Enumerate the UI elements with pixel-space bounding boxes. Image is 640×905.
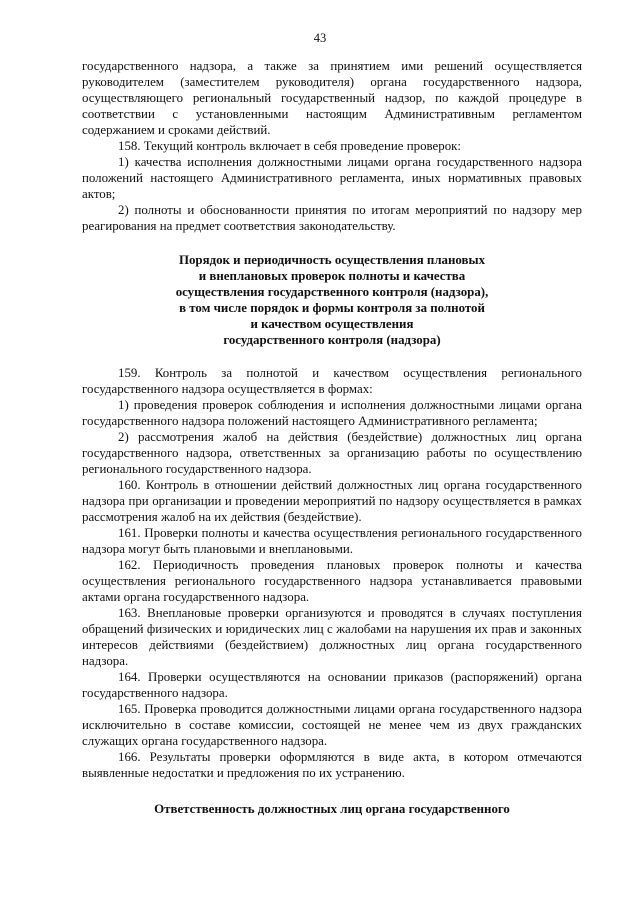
page-number: 43 — [313, 31, 327, 45]
heading-line: и внеплановых проверок полноты и качества — [198, 269, 466, 283]
paragraph-166: 166. Результаты проверки оформляются в виде акта, в котором отмечаются выявленные недостатки и предложения по их устранению. — [82, 750, 582, 780]
heading-line: Порядок и периодичность осуществления плановых — [178, 253, 486, 267]
paragraph-160: 160. Контроль в отношении действий должностных лиц органа государственного надзора при организации и проведении мероприятий по надзору осуществляется в рамках рассмотрения жалоб на их действия (бездействие). — [82, 478, 582, 524]
heading-line: осуществления государственного контроля (надзора), — [175, 285, 489, 299]
document-body — [82, 58, 582, 817]
paragraph-161: 161. Проверки полноты и качества осуществления регионального государственного надзора могут быть плановыми и внеплановыми. — [82, 526, 582, 556]
heading-line: государственного контроля (надзора) — [223, 333, 441, 347]
paragraph-159: 159. Контроль за полнотой и качеством осуществления регионального государственного надзора осуществляется в формах: — [82, 366, 582, 396]
paragraph-164: 164. Проверки осуществляются на основании приказов (распоряжений) органа государственного надзора. — [82, 670, 582, 700]
paragraph-158-item-1: 1) качества исполнения должностными лицами органа государственного надзора положений настоящего Административного регламента, иных нормативных правовых актов; — [82, 155, 582, 201]
section-heading-responsibility: Ответственность должностных лиц органа государственного — [154, 802, 510, 816]
paragraph-162: 162. Периодичность проведения плановых проверок полноты и качества осуществления регионального государственного надзора устанавливается правовыми актами органа государственного надзора. — [82, 558, 582, 604]
paragraph-159-item-1: 1) проведения проверок соблюдения и исполнения должностными лицами органа государственного надзора положений настоящего Административного регламента; — [82, 398, 582, 428]
intro-paragraph: государственного надзора, а также за принятием ими решений осуществляется руководителем (заместителем руководителя) органа государственного надзора, осуществляющего региональный государственный надзор, по каждой процедуре в соответствии с установленными настоящим Административным регламентом содержанием и сроками действий. — [82, 59, 582, 137]
paragraph-158: 158. Текущий контроль включает в себя проведение проверок: — [118, 139, 461, 153]
heading-line: и качеством осуществления — [250, 317, 414, 331]
paragraph-163: 163. Внеплановые проверки организуются и проводятся в случаях поступления обращений физических и юридических лиц с жалобами на нарушения их прав и законных интересов действиями (бездействием) должностных лиц органа государственного надзора. — [82, 606, 582, 668]
paragraph-159-item-2: 2) рассмотрения жалоб на действия (бездействие) должностных лиц органа государственного надзора, ответственных за организацию работы по осуществлению регионального государственного надзора. — [82, 430, 582, 476]
paragraph-158-item-2: 2) полноты и обоснованности принятия по итогам мероприятий по надзору мер реагирования на предмет соответствия законодательству. — [82, 203, 582, 233]
paragraph-165: 165. Проверка проводится должностными лицами органа государственного надзора исключительно в составе комиссии, состоящей не менее чем из двух гражданских служащих органа государственного надзора. — [82, 702, 582, 748]
heading-line: в том числе порядок и формы контроля за полнотой — [179, 301, 485, 315]
section-heading-control-procedure — [82, 252, 582, 348]
